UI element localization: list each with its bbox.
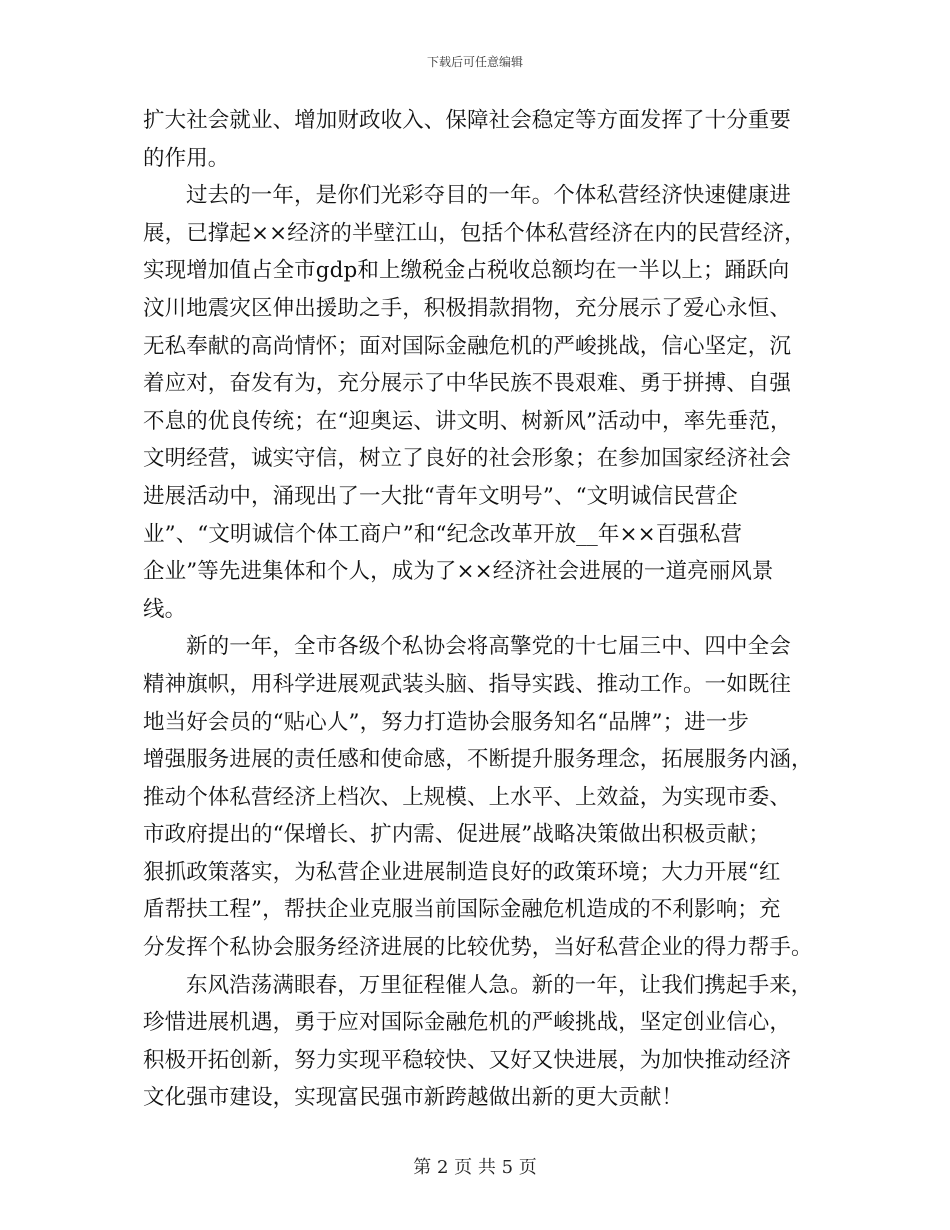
page-header: 下载后可任意编辑 [426, 55, 523, 69]
text-line: 市政府提出的“保增长、扩内需、促进展”战略决策做出积极贡献； [143, 822, 770, 848]
text-line: 扩大社会就业、增加财政收入、保障社会稳定等方面发挥了十分重要 [143, 108, 792, 133]
text-line: 不息的优良传统；在“迎奥运、讲文明、树新风”活动中，率先垂范， [143, 408, 792, 434]
text-line: 实现增加值占全市gdp和上缴税金占税收总额均在一半以上；踊跃向 [143, 258, 790, 284]
text-line: 企业”等先进集体和个人，成为了××经济社会进展的一道亮丽风景 [143, 559, 774, 585]
document-body [143, 102, 813, 1117]
text-line: 积极开拓创新，努力实现平稳较快、又好又快进展，为加快推动经济 [143, 1047, 792, 1073]
text-line: 进展活动中，涌现出了一大批“青年文明号”、“文明诚信民营企 [143, 483, 738, 509]
paragraph [143, 967, 813, 1117]
text-line: 新的一年，全市各级个私协会将高擎党的十七届三中、四中全会 [186, 634, 791, 660]
text-line: 东风浩荡满眼春，万里征程催人急。新的一年，让我们携起手来， [186, 972, 813, 998]
paragraph [143, 177, 809, 628]
paragraph [143, 628, 813, 966]
text-line: 盾帮扶工程”，帮扶企业克服当前国际金融危机造成的不利影响；充 [143, 897, 781, 923]
text-line: 地当好会员的“贴心人”，努力打造协会服务知名“品牌”；进一步 [143, 709, 749, 735]
text-line: 增强服务进展的责任感和使命感，不断提升服务理念，拓展服务内涵， [143, 747, 813, 773]
text-line: 无私奉献的高尚情怀；面对国际金融危机的严峻挑战，信心坚定，沉 [143, 333, 792, 359]
text-line: 珍惜进展机遇，勇于应对国际金融危机的严峻挑战，坚定创业信心， [143, 1010, 792, 1036]
text-line: 文明经营，诚实守信，树立了良好的社会形象；在参加国家经济社会 [143, 446, 792, 472]
text-line: 文化强市建设，实现富民强市新跨越做出新的更大贡献！ [143, 1085, 684, 1111]
text-line: 着应对，奋发有为，充分展示了中华民族不畏艰难、勇于拼搏、自强 [143, 371, 792, 397]
text-line: 狠抓政策落实，为私营企业进展制造良好的政策环境；大力开展“红 [143, 859, 781, 885]
text-line: 精神旗帜，用科学进展观武装头脑、指导实践、推动工作。一如既往 [143, 671, 792, 697]
text-line: 推动个体私营经济上档次、上规模、上水平、上效益，为实现市委、 [143, 784, 792, 810]
text-line: 过去的一年，是你们光彩夺目的一年。个体私营经济快速健康进 [186, 183, 791, 209]
paragraph [143, 102, 809, 177]
text-line: 线。 [143, 596, 187, 622]
page-footer: 第 2 页 共 5 页 [413, 1157, 537, 1178]
text-line: 的作用。 [143, 145, 230, 171]
text-line: 汶川地震灾区伸出援助之手，积极捐款捐物，充分展示了爱心永恒、 [143, 295, 792, 321]
text-line: 业”、“文明诚信个体工商户”和“纪念改革开放__年××百强私营 [143, 521, 743, 547]
text-line: 分发挥个私协会服务经济进展的比较优势，当好私营企业的得力帮手。 [143, 935, 813, 961]
text-line: 展，已撑起××经济的半壁江山，包括个体私营经济在内的民营经济， [143, 220, 806, 246]
